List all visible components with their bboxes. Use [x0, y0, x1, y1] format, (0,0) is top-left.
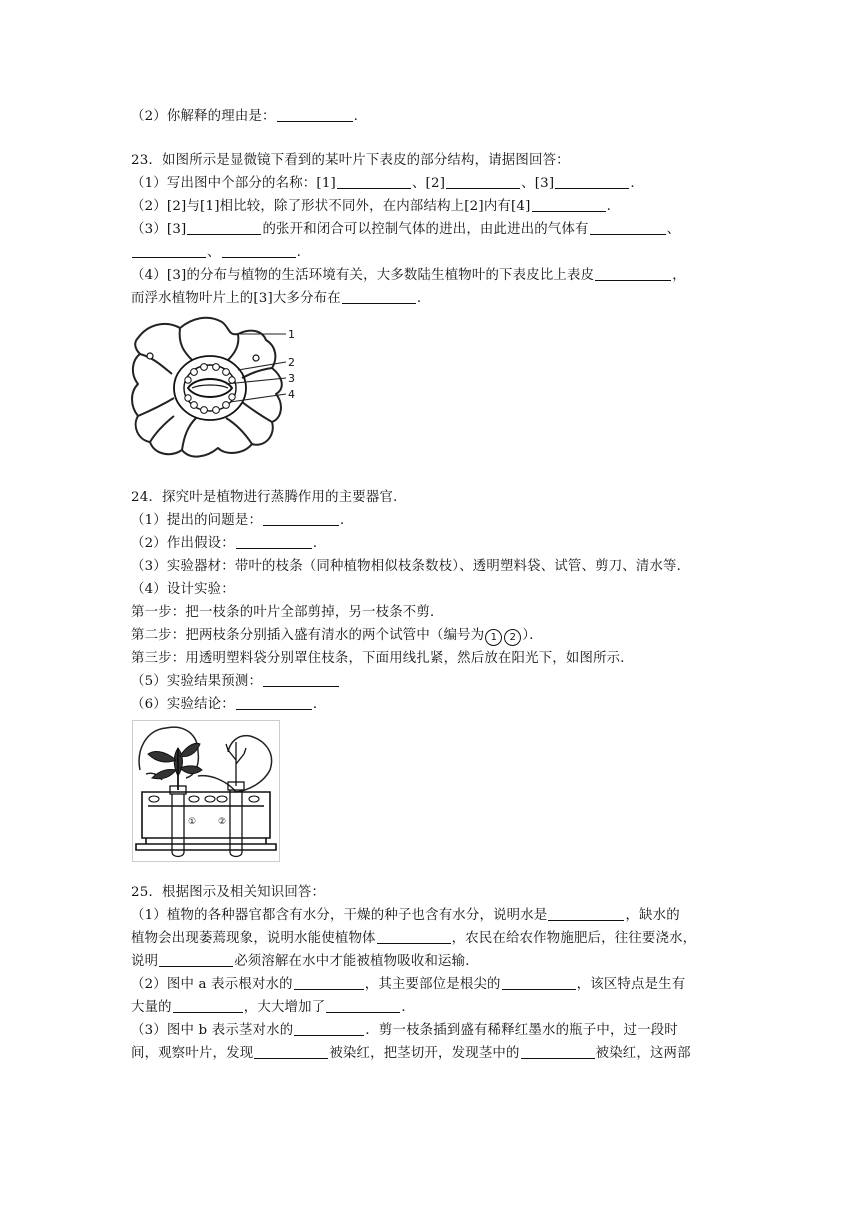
q24-step-hypothesis: （2）作出假设： ． [131, 536, 327, 551]
q25-line2: 植物会出现萎蔫现象，说明水能使植物体 ，农民在给农作物施肥后，往往要浇水， [131, 931, 697, 946]
q25-line1: （1）植物的各种器官都含有水分，干燥的种子也含有水分，说明水是 ，缺水的 [131, 908, 680, 923]
answer-blank[interactable] [294, 975, 364, 990]
circled-number-2: 2 [504, 629, 521, 646]
q24-design-step2: 第二步：把两枝条分别插入盛有清水的两个试管中（编号为 1 2 ）． [131, 625, 741, 647]
q23-part4: （4）[3]的分布与植物的生活环境有关，大多数陆生植物叶的下表皮比上表皮 ， [131, 268, 686, 283]
tube-label-1: ① [188, 817, 197, 827]
answer-blank[interactable] [595, 266, 671, 281]
q25-title: 25．根据图示及相关知识回答： [131, 885, 326, 900]
answer-blank[interactable] [555, 174, 629, 189]
answer-blank[interactable] [159, 952, 233, 967]
answer-blank[interactable] [236, 695, 312, 710]
q24-step-prediction: （5）实验结果预测： [131, 671, 741, 693]
answer-blank[interactable] [326, 998, 400, 1013]
answer-blank[interactable] [263, 511, 339, 526]
q24-title: 24．探究叶是植物进行蒸腾作用的主要器官． [131, 490, 407, 505]
answer-blank[interactable] [294, 1021, 364, 1036]
q23-part1: （1）写出图中个部分的名称：[1] 、[2] 、[3] . [131, 176, 635, 191]
q23-part4-cont: 而浮水植物叶片上的[3]大多分布在 . [131, 291, 422, 306]
q24-design-step1: 第一步：把一枝条的叶片全部剪掉，另一枝条不剪． [131, 605, 444, 620]
answer-blank[interactable] [173, 998, 243, 1013]
answer-blank[interactable] [377, 929, 451, 944]
q25-line5: 大量的 ，大大增加了 ． [131, 1000, 415, 1015]
figure-label-2: 2 [288, 356, 295, 369]
circled-number-1: 1 [485, 629, 502, 646]
q24-design-step3: 第三步：用透明塑料袋分别罩住枝条，下面用线扎紧，然后放在阳光下，如图所示． [131, 651, 634, 666]
q24-step-materials: （3）实验器材：带叶的枝条（同种植物相似枝条数枝）、透明塑料袋、试管、剪刀、清水等． [131, 559, 691, 574]
q23-part3-cont: 、 . [131, 242, 741, 264]
transpiration-experiment-figure [132, 720, 280, 862]
q25-line4: （2）图中 a 表示根对水的 ，其主要部位是根尖的 ，该区特点是生有 [131, 977, 686, 992]
answer-blank[interactable] [337, 174, 411, 189]
answer-blank[interactable] [236, 534, 312, 549]
answer-blank[interactable] [263, 672, 339, 687]
q24-step-conclusion: （6）实验结论： ． [131, 697, 327, 712]
answer-blank[interactable] [590, 220, 666, 235]
figure-label-3: 3 [288, 372, 295, 385]
q25-line3: 说明 必须溶解在水中才能被植物吸收和运输． [131, 954, 479, 969]
answer-blank[interactable] [548, 906, 624, 921]
figure-label-1: 1 [288, 328, 295, 341]
q23-part3: （3）[3] 的张开和闭合可以控制气体的进出，由此进出的气体有 、 [131, 222, 681, 237]
q25-line7: 间，观察叶片，发现 被染红，把茎切开，发现茎中的 被染红，这两部 [131, 1046, 691, 1061]
q23-title: 23．如图所示是显微镜下看到的某叶片下表皮的部分结构，请据图回答： [131, 153, 570, 168]
answer-blank[interactable] [502, 975, 576, 990]
figure-label-4: 4 [288, 388, 295, 401]
answer-blank[interactable] [132, 243, 206, 258]
tube-label-2: ② [218, 817, 227, 827]
q23-part2: （2）[2]与[1]相比较，除了形状不同外，在内部结构上[2]内有[4] . [131, 199, 612, 214]
answer-blank[interactable] [222, 243, 296, 258]
answer-blank[interactable] [446, 174, 520, 189]
answer-blank[interactable] [342, 289, 416, 304]
leaf-epidermis-figure [126, 312, 306, 464]
q24-step-design: （4）设计实验： [131, 582, 235, 597]
answer-blank[interactable] [521, 1044, 595, 1059]
q25-line6: （3）图中 b 表示茎对水的 ．剪一枝条插到盛有稀释红墨水的瓶子中，过一段时 [131, 1023, 678, 1038]
answer-blank[interactable] [532, 197, 606, 212]
answer-blank[interactable] [254, 1044, 328, 1059]
q22-part2: （2）你解释的理由是： . [131, 109, 359, 124]
answer-blank[interactable] [187, 220, 261, 235]
q24-step-question: （1）提出的问题是： ． [131, 513, 354, 528]
answer-blank[interactable] [277, 107, 353, 122]
